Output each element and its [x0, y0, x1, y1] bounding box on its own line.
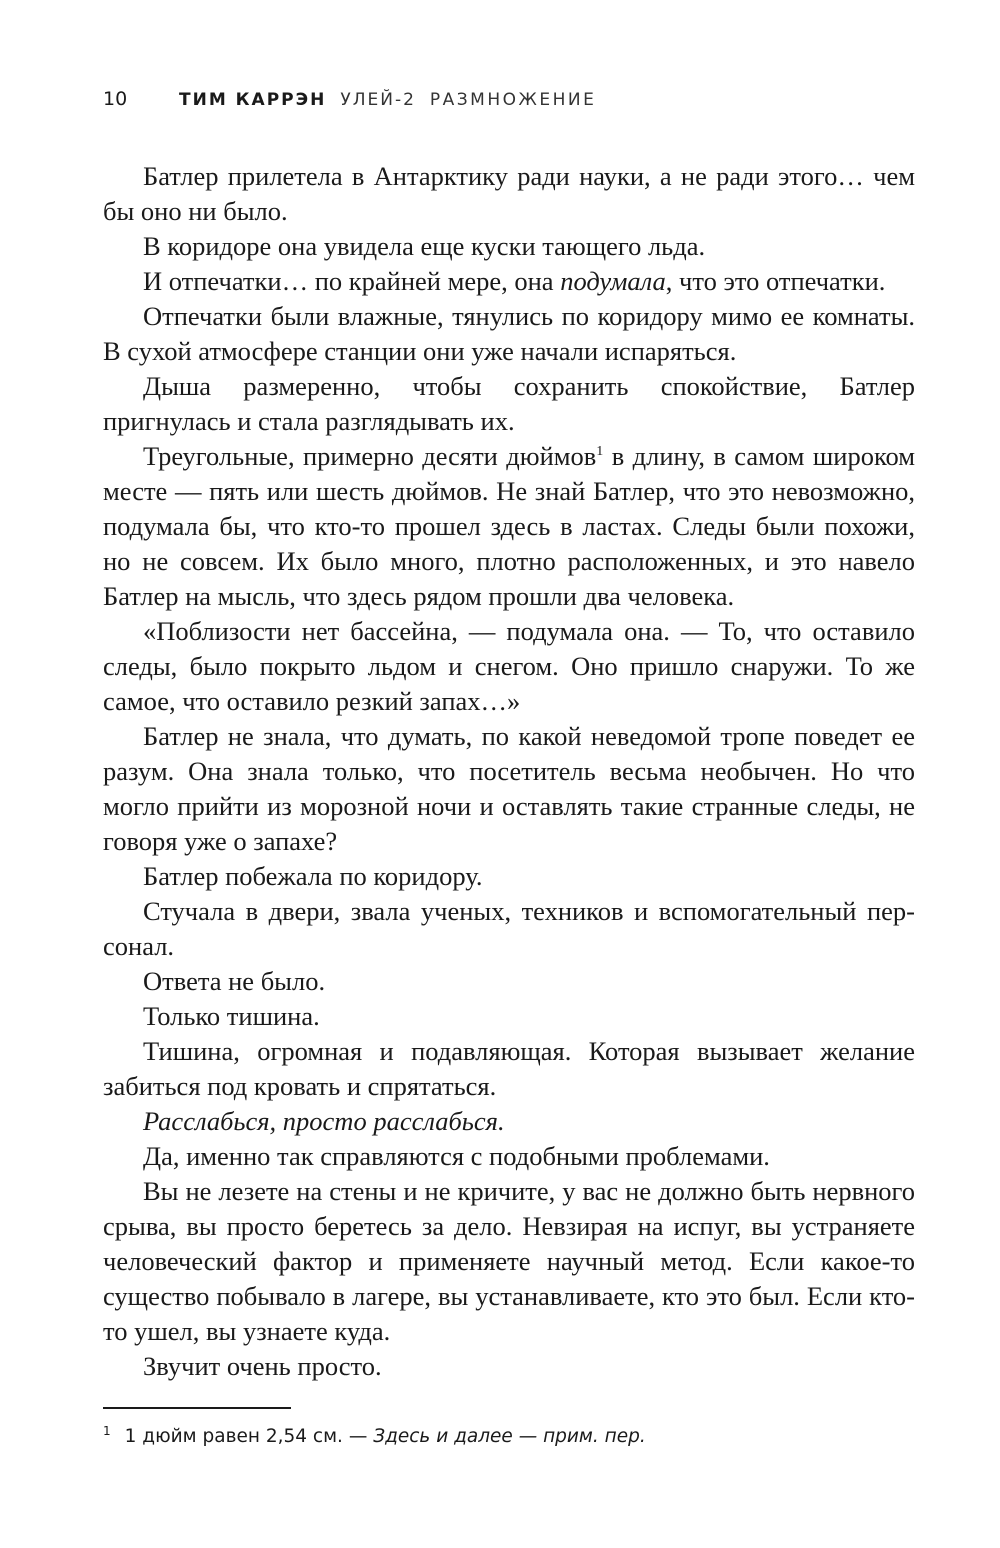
paragraph: Звучит очень просто. [143, 1351, 382, 1381]
paragraph: «Поблизости нет бассейна, — подумала она. — То, что оставило следы, было покрыто льдом и снегом. Оно пришло снаружи. То же самое, что оставило резкий запах…» [103, 616, 915, 716]
footnote-reference: 1 [596, 444, 604, 460]
paragraph-text: в длину, в самом широком месте — пять или шесть дюймов. Не знай Батлер, что это невозможно, подумала бы, что кто-то прошел здесь в ластах. Следы были похожи, но не совсем. Их было много, плотно расположенных, и это навело Батлер на мысль, что здесь рядом прошли два человека. [103, 441, 915, 611]
paragraph [103, 1104, 915, 1139]
paragraph-text: И отпечатки… по крайней мере, она [143, 266, 561, 296]
paragraph: Вы не лезете на стены и не кричите, у вас не должно быть нервного срыва, вы просто беретесь за дело. Невзирая на испуг, вы устраняете человеческий фактор и применяете научный метод. Если какое-то существо побывало в лагере, вы устанавливаете, кто это был. Если кто-то ушел, вы узнаете куда. [103, 1176, 915, 1346]
footnote-text: 1 дюйм равен 2,54 см. — [124, 1426, 374, 1447]
paragraph: Отпечатки были влажные, тянулись по коридору мимо ее комнаты. В сухой атмосфере станции они уже начали испаряться. [103, 301, 915, 366]
paragraph-text: Треугольные, примерно десяти дюймов [143, 441, 597, 471]
paragraph: Да, именно так справляются с подобными проблемами. [143, 1141, 770, 1171]
emphasis-text: Расслабься, просто расслабься. [143, 1106, 505, 1136]
paragraph [103, 439, 915, 614]
paragraph: Тишина, огромная и подавляющая. Которая вызывает желание забиться под кровать и спрятаться. [103, 1036, 915, 1101]
paragraph: В коридоре она увидела еще куски тающего льда. [143, 231, 706, 261]
header-series: УЛЕЙ-2 [340, 90, 416, 110]
footnote [103, 1424, 915, 1450]
page-number: 10 [103, 88, 128, 110]
emphasis-text: подумала [560, 266, 666, 296]
paragraph: Дыша размеренно, чтобы сохранить спокойствие, Батлер пригнулась и стала разглядывать их. [103, 371, 915, 436]
running-header [103, 88, 596, 124]
paragraph: Только тишина. [143, 1001, 320, 1031]
paragraph: Стучала в двери, звала ученых, техников и вспомогательный персонал. [103, 896, 915, 961]
paragraph: Батлер побежала по коридору. [143, 861, 483, 891]
header-author: ТИМ КАРРЭН [179, 90, 327, 110]
footnote-mark: 1 [103, 1423, 111, 1438]
paragraph: Батлер прилетела в Антарктику ради науки, а не ради этого… чем бы оно ни было. [103, 161, 915, 226]
paragraph: Ответа не было. [143, 966, 326, 996]
footnote-divider [103, 1407, 291, 1409]
paragraph [103, 264, 915, 299]
paragraph-text: , что это отпечатки. [665, 266, 886, 296]
body-text [103, 159, 915, 1384]
footnote-italic-text: Здесь и далее — прим. пер. [373, 1426, 646, 1447]
header-book-title: РАЗМНОЖЕНИЕ [429, 90, 597, 110]
paragraph: Батлер не знала, что думать, по какой неведомой тропе поведет ее разум. Она знала только, что посетитель весьма необычен. Но что могло прийти из морозной ночи и оставлять такие странные следы, не говоря уже о запахе? [103, 721, 915, 856]
